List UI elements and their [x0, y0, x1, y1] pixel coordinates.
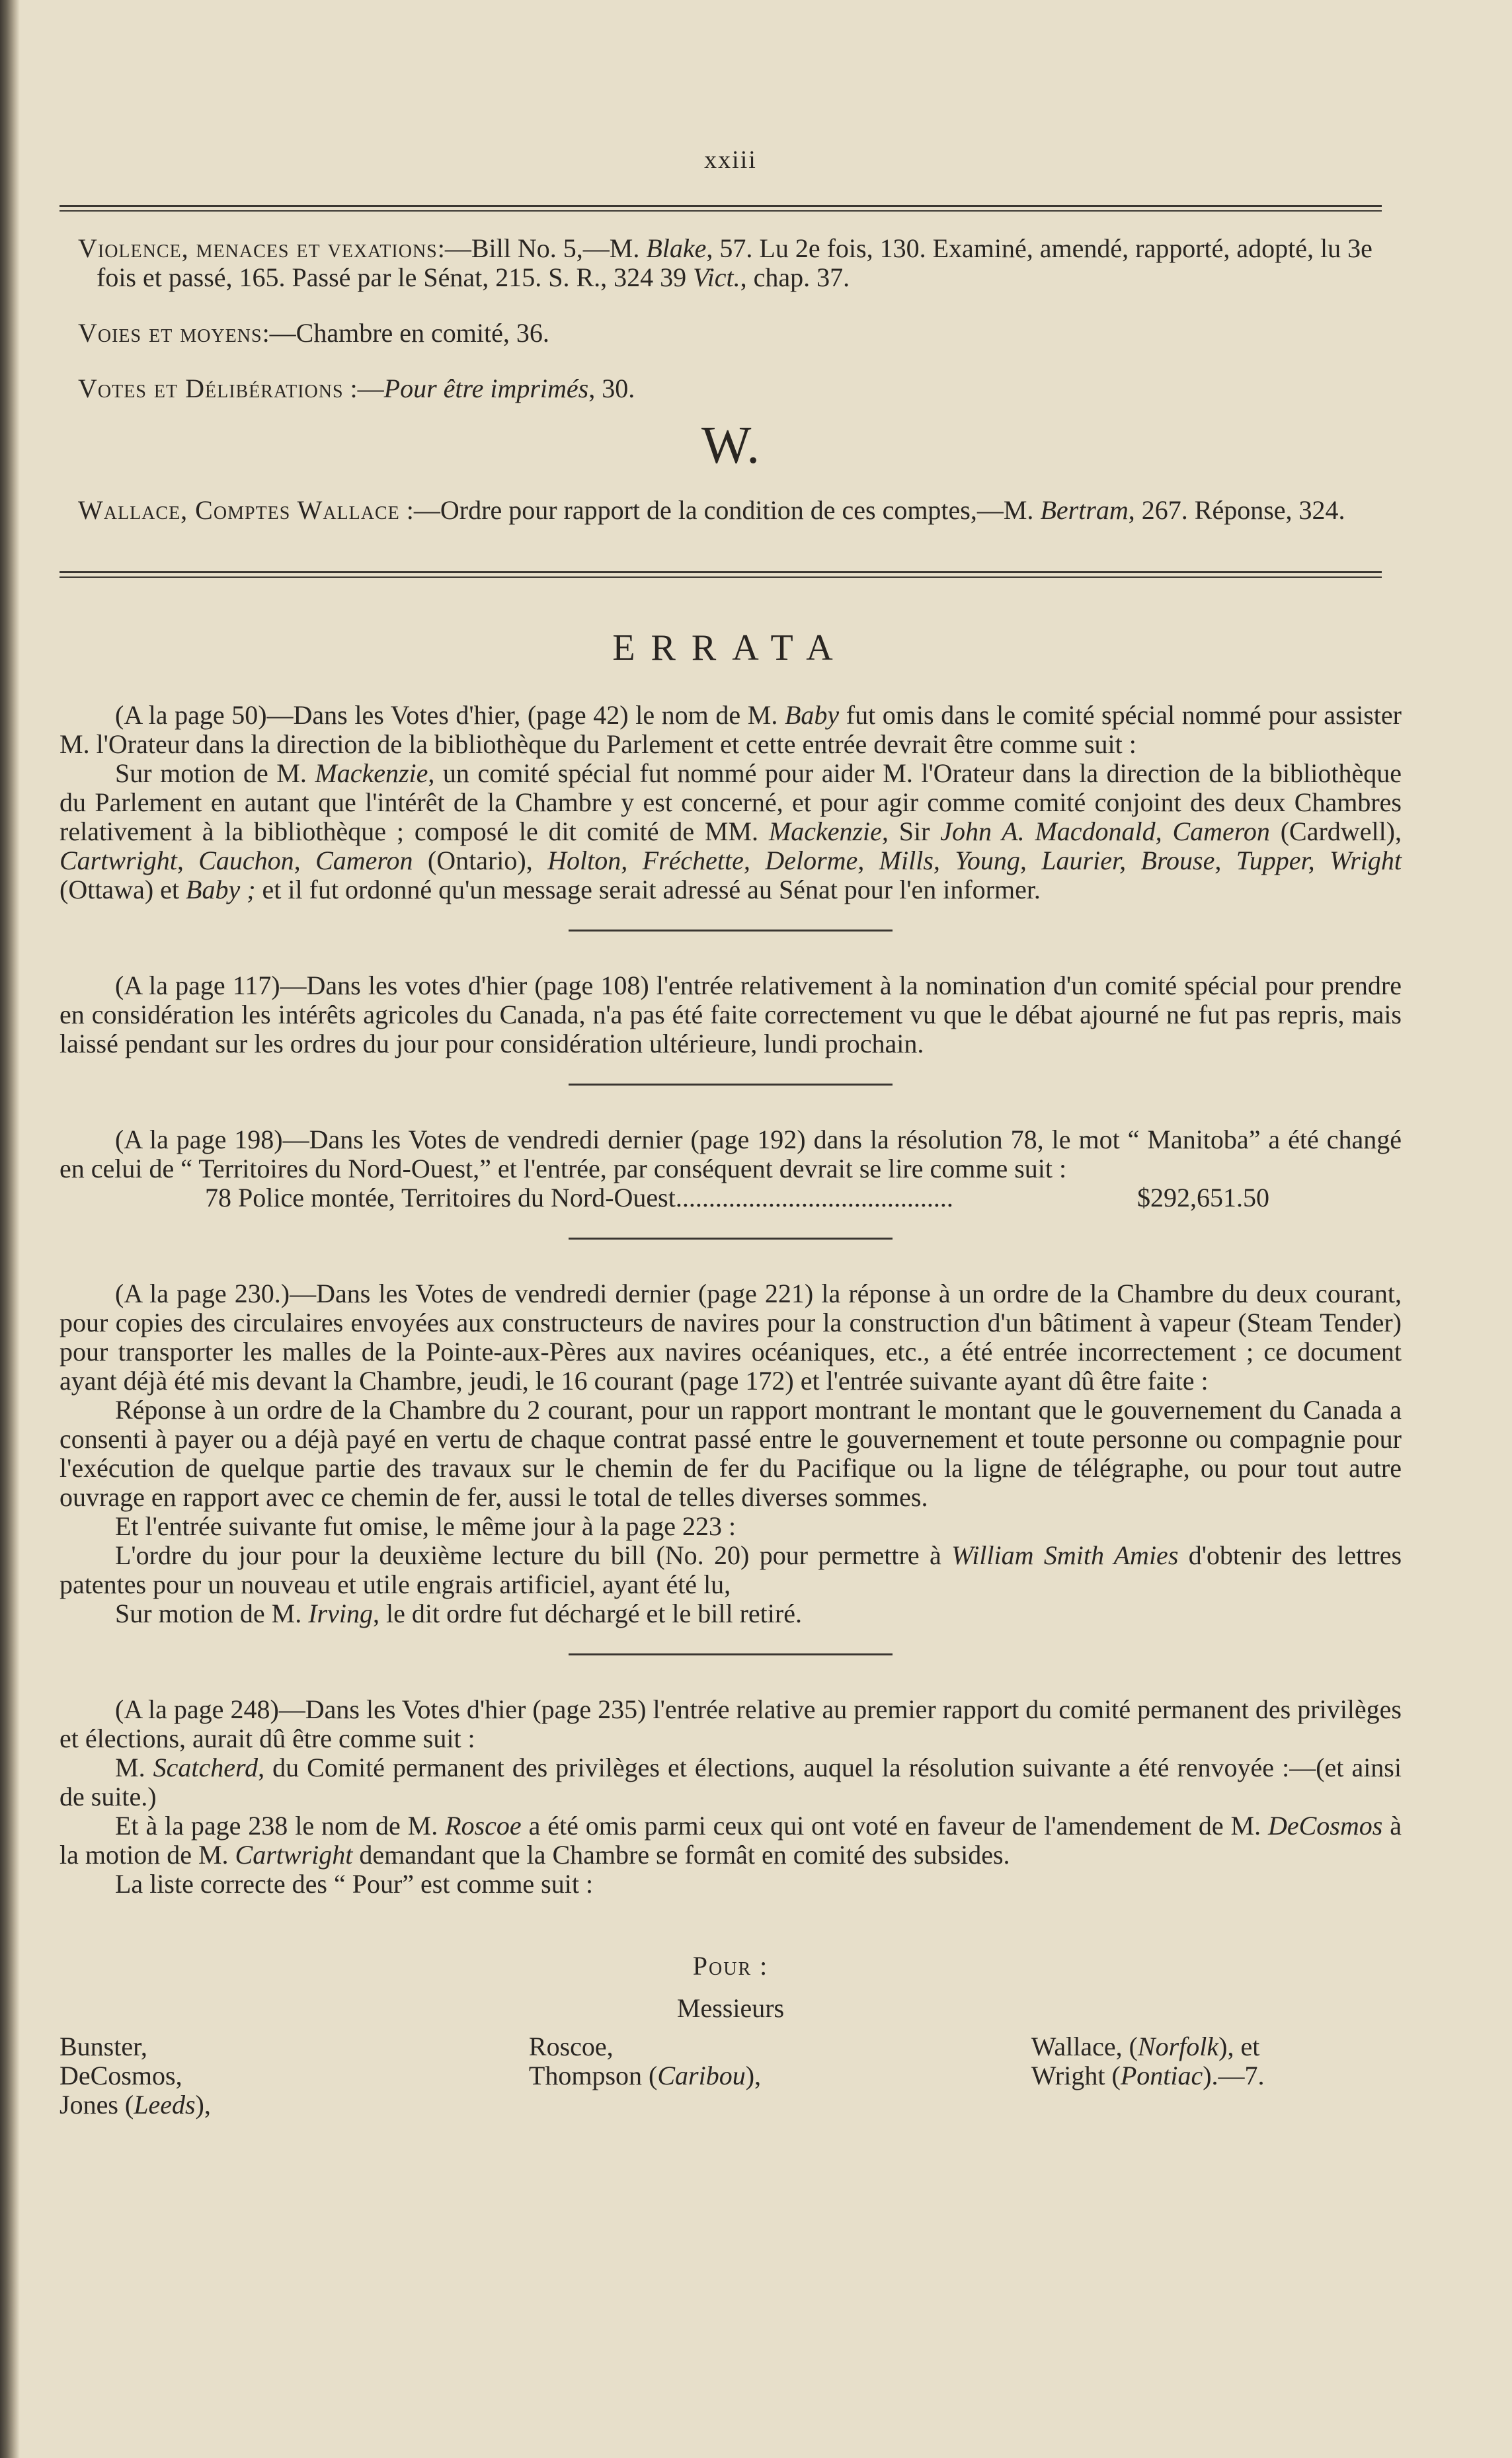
erratum-paragraph: (A la page 117)—Dans les votes d'hier (page 108) l'entrée relativement à la nomination d'un comité spécial pour prendre en considération les intérêts agricoles du Canada, n'a pas été faite correctement vu que le débat ajourné ne fut pas repris, mais laissé pendant sur les ordres du jour pour considération ultérieure, lundi prochain. [60, 971, 1402, 1058]
erratum-paragraph: Et à la page 238 le nom de M. Roscoe a été omis parmi ceux qui ont voté en faveur de l'amendement de M. DeCosmos à la motion de M. Cartwright demandant que la Chambre se formât en comité des subsides. [60, 1811, 1402, 1870]
item-label: 78 Police montée, Territoires du Nord-Ouest.......................................... [205, 1183, 953, 1212]
vote-subheading: Messieurs [676, 1993, 785, 2023]
member-name: Jones (Leeds), [60, 2090, 211, 2120]
erratum-4 [60, 1279, 1402, 1628]
erratum-paragraph: (A la page 248)—Dans les Votes d'hier (page 235) l'entrée relative au premier rapport du comité permanent des privilèges et élections, aurait dû être comme suit : [60, 1694, 1402, 1753]
entry-heading: Wallace, Comptes Wallace [78, 495, 400, 525]
erratum-paragraph: (A la page 230.)—Dans les Votes de vendredi dernier (page 221) la réponse à un ordre de la Chambre du deux courant, pour copies des circulaires envoyées aux constructeurs de navires pour la construction d'un bâtiment à vapeur (Steam Tender) pour transporter les malles de la Pointe-aux-Pères aux navires océaniques, etc., a été entrée incorrectement ; ce document ayant déjà été mis devant la Chambre, jeudi, le 16 courant (page 172) et l'entrée suivante ayant dû être faite : [60, 1279, 1402, 1396]
erratum-paragraph: Sur motion de M. Irving, le dit ordre fut déchargé et le bill retiré. [115, 1599, 802, 1628]
member-name: Bunster, [60, 2032, 147, 2061]
member-name: DeCosmos, [60, 2061, 182, 2090]
header-rule [60, 205, 1382, 212]
vote-column [502, 2032, 972, 2120]
erratum-3 [60, 1125, 1402, 1212]
erratum-paragraph: L'ordre du jour pour la deuxième lecture du bill (No. 20) pour permettre à William Smith Amies d'obtenir des lettres patentes pour un nouveau et utile engrais artificiel, ayant été lu, [60, 1540, 1402, 1599]
erratum-paragraph: M. Scatcherd, du Comité permanent des privilèges et élections, auquel la résolution suivante a été renvoyée :—(et ainsi de suite.) [60, 1753, 1402, 1811]
binding-shadow [0, 0, 20, 2458]
index-entry-violence: Violence, menaces et vexations:—Bill No. 5,—M. Blake, 57. Lu 2e fois, 130. Examiné, amendé, rapporté, adopté, lu 3e fois et passé, 165. Passé par le Sénat, 215. S. R., 324 39 Vict., chap. 37. [78, 233, 1373, 292]
document-page [60, 132, 1402, 2120]
divider [569, 1084, 893, 1086]
entry-heading: Votes et Délibérations [78, 374, 344, 403]
erratum-paragraph: (A la page 50)—Dans les Votes d'hier, (page 42) le nom de M. Baby fut omis dans le comité spécial nommé pour assister M. l'Orateur dans la direction de la bibliothèque du Parlement et cette entrée devrait être comme suit : [60, 700, 1402, 759]
erratum-1 [60, 701, 1402, 904]
item-amount: $292,651.50 [1137, 1183, 1269, 1212]
member-name: Wallace, (Norfolk), et [1031, 2032, 1260, 2061]
erratum-2 [60, 971, 1402, 1058]
erratum-paragraph: Réponse à un ordre de la Chambre du 2 courant, pour un rapport montrant le montant que le gouvernement du Canada a consenti à payer ou a déjà payé en vertu de chaque contrat passé entre le gouvernement et toute personne ou compagnie pour l'exécution de quelque partie des travaux sur le chemin de fer du Pacifique ou la ligne de télégraphe, ou pour tout autre ouvrage en rapport avec ce chemin de fer, aussi le total de telles diverses sommes. [60, 1395, 1402, 1512]
divider [569, 930, 893, 932]
member-name: Roscoe, [528, 2032, 614, 2061]
member-name: Thompson (Caribou), [528, 2061, 762, 2090]
erratum-paragraph: La liste correcte des “ Pour” est comme suit : [115, 1869, 594, 1899]
index-entry-voies: Voies et moyens:—Chambre en comité, 36. [78, 318, 549, 348]
vote-list [60, 2032, 1402, 2120]
entry-heading: Voies et moyens [78, 318, 262, 348]
appropriation-item [60, 1183, 1402, 1212]
divider [569, 1653, 893, 1655]
vote-column [60, 2032, 502, 2120]
member-name: Wright (Pontiac).—7. [1031, 2061, 1265, 2090]
errata-title: ERRATA [612, 627, 849, 668]
index-entry-votes: Votes et Délibérations :—Pour être imprimés, 30. [78, 374, 635, 403]
erratum-paragraph: Et l'entrée suivante fut omise, le même jour à la page 223 : [115, 1511, 736, 1541]
erratum-paragraph: Sur motion de M. Mackenzie, un comité spécial fut nommé pour aider M. l'Orateur dans la direction de la bibliothèque du Parlement en autant que l'intérêt de la Chambre y est concerné, et pour agir comme comité conjoint des deux Chambres relativement à la bibliothèque ; composé le dit comité de MM. Mackenzie, Sir John A. Macdonald, Cameron (Cardwell), Cartwright, Cauchon, Cameron (Ontario), Holton, Fréchette, Delorme, Mills, Young, Laurier, Brouse, Tupper, Wright (Ottawa) et Baby ; et il fut ordonné qu'un message serait adressé au Sénat pour l'en informer. [60, 758, 1402, 904]
vote-heading: Pour : [692, 1951, 769, 1981]
erratum-paragraph: (A la page 198)—Dans les Votes de vendredi dernier (page 192) dans la résolution 78, le mot “ Manitoba” a été changé en celui de “ Territoires du Nord-Ouest,” et l'entrée, par conséquent devrait se lire comme suit : [60, 1125, 1402, 1183]
page-number: xxiii [704, 146, 757, 174]
erratum-5 [60, 1695, 1402, 1899]
entry-heading: Violence, menaces et vexations [78, 233, 438, 263]
section-rule [60, 571, 1382, 578]
section-letter-w: W. [701, 416, 760, 475]
index-entry-wallace: Wallace, Comptes Wallace :—Ordre pour rapport de la condition de ces comptes,—M. Bertram, 267. Réponse, 324. [78, 495, 1345, 525]
divider [569, 1238, 893, 1240]
vote-column [972, 2032, 1474, 2120]
